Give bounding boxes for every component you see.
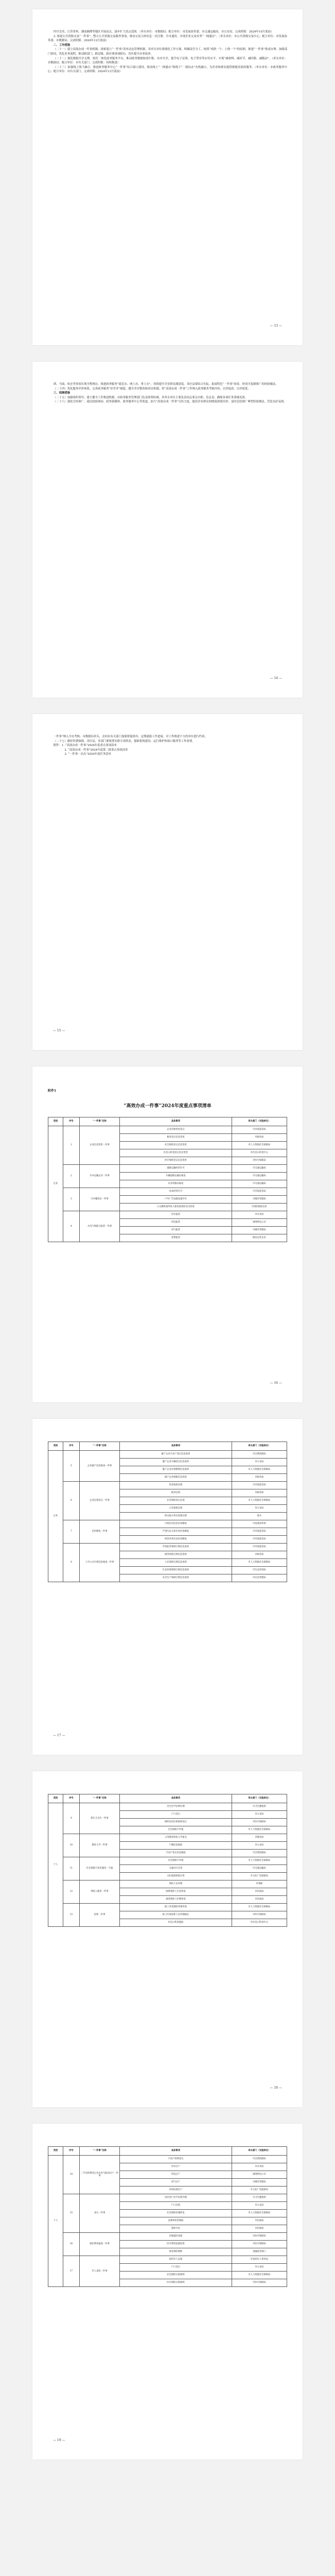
table-cell: 13 bbox=[63, 1904, 80, 1927]
table-cell: 10 bbox=[63, 1834, 80, 1857]
table-cell: 丧葬补助金领取 bbox=[120, 2217, 232, 2225]
table-cell: 市市场监管局 bbox=[232, 1188, 287, 1196]
table-cell: 市税务局 bbox=[232, 1134, 287, 1142]
table-cell: 社会保障卡居民服务一卡通 bbox=[79, 1857, 119, 1880]
table-row bbox=[48, 2156, 287, 2163]
table-cell: 退休一件事 bbox=[79, 1904, 119, 1927]
paragraph: 四川宜宾、江苏常州、湖南湘潭等地区开展试点，逐步扩大试点范围。（牵头单位：市数据局；配合单位：市发展改革委、市交通运输局、市公安局。完成时限：2024年10月底前） bbox=[53, 30, 274, 33]
table-cell: 企业 bbox=[48, 1126, 63, 1242]
table-cell: 不动产登记信息核验 bbox=[120, 1850, 232, 1857]
table-cell: 市文化广电旅游局 bbox=[232, 1873, 287, 1880]
table-row bbox=[48, 1126, 287, 1134]
table-cell: 市卫生健康委 bbox=[232, 2194, 287, 2202]
table-cell: 户籍信息核验 bbox=[120, 1842, 232, 1850]
table-cell: 用气报装 bbox=[120, 1227, 232, 1234]
table-cell: 职工医保退休人员待遇核定 bbox=[120, 1911, 232, 1919]
table-cell: 医疗保险关系接续 bbox=[120, 2279, 232, 2287]
table-cell: 市残联 bbox=[232, 1880, 287, 1888]
table-cell: 居民死亡医学证明办理 bbox=[120, 2194, 232, 2202]
section-heading: 三、保障措施 bbox=[53, 392, 70, 395]
table-cell: 交通出行应用 bbox=[120, 1865, 232, 1873]
table-cell: 市市场监管局 bbox=[232, 1536, 287, 1544]
table-cell: 市市场监管局 bbox=[232, 1126, 287, 1134]
column-header: 类别 bbox=[48, 1442, 63, 1451]
paragraph: （二十二）强化数据共享支撑。依托一体化政务服务平台，推动政务数据按需归集、有序共享，提升电子证照、电子签章等应用水平，实现“减材料、减环节、减时限、减跑动”。（牵头单位：市数据局；配合单位：市有关部门。完成时限：持续推进） bbox=[48, 57, 287, 65]
table-cell: 税务登记信息变更 bbox=[120, 1134, 232, 1142]
table-row bbox=[48, 1834, 287, 1842]
table-cell: 市人力资源社会保障局 bbox=[232, 1857, 287, 1865]
table-cell: 市水务局 bbox=[232, 2163, 287, 2171]
table-cell: 11 bbox=[63, 1857, 80, 1880]
table-cell: 市教育局 bbox=[232, 1834, 287, 1842]
table-cell: 用气过户 bbox=[120, 2179, 232, 2187]
page-number: — 14 — bbox=[270, 676, 282, 680]
table-cell: 市人力资源社会保障局 bbox=[232, 2272, 287, 2279]
paragraph: （二十一）建立高效办成一件事机制。探索建立“一件事”清单动态管理机制，各牵头单位要细化工作方案，明确责任分工，按照“成熟一个、上线一个”的原则，推进“一件事”集成办理。加强部门协同，优化业务流程，推动跨部门、跨层级、跨区域事项联办，切实提升办事效率。 bbox=[48, 48, 287, 56]
table-cell: 二手房转移登记及水电气联动过户一件事 bbox=[79, 2156, 119, 2194]
table-cell: 市公安局 bbox=[232, 1505, 287, 1513]
page-1-body bbox=[48, 30, 287, 74]
paragraph: （二十七）做好经费保障。各区县、各部门要统筹安排专项资金，保障系统建设、运行维护和窗口服务等工作需要。 bbox=[53, 739, 195, 743]
table-cell: 职工养老保险待遇申领 bbox=[120, 1904, 232, 1911]
items-table bbox=[48, 2146, 287, 2287]
table-cell: 市公安局 bbox=[232, 1842, 287, 1850]
table-cell: 户外广告设施设置许可 bbox=[120, 1196, 232, 1204]
table-cell: 市城市管理局 bbox=[232, 1227, 287, 1234]
table-cell: 市医疗保障局 bbox=[232, 2279, 287, 2287]
table-cell: 企业 bbox=[48, 1451, 63, 1582]
table-cell: 破产企业社保缴费信息查询 bbox=[120, 1466, 232, 1474]
table-cell: 市医疗保障局 bbox=[232, 1819, 287, 1826]
table-cell: 商业保险理赔 bbox=[120, 2248, 232, 2256]
table-cell: 17 bbox=[63, 2256, 80, 2287]
table-cell: 5 bbox=[63, 1451, 80, 1482]
table-cell: 海关 bbox=[232, 1513, 287, 1520]
table-cell: 开办运输企业一件事 bbox=[79, 1165, 119, 1188]
document-page-2 bbox=[32, 362, 303, 698]
table-cell: 企业破产信息核查一件事 bbox=[79, 1451, 119, 1482]
table-cell: 遗体火化 bbox=[120, 2225, 232, 2233]
column-header: 类别 bbox=[48, 1117, 63, 1126]
table-cell: 市住房公积金中心 bbox=[232, 1149, 287, 1157]
table-row bbox=[48, 1520, 287, 1528]
table-cell: 市民政局 bbox=[232, 2225, 287, 2233]
table-cell: 从业资格证核发 bbox=[120, 1180, 232, 1188]
table-cell: 上市公司合规信息核查一件事 bbox=[79, 1544, 119, 1582]
table-row bbox=[48, 1482, 287, 1489]
table-cell: 破产企业纳税信息查询 bbox=[120, 1474, 232, 1482]
table-cell: 15 bbox=[63, 2194, 80, 2233]
table-cell: 14 bbox=[63, 2156, 80, 2194]
table-cell: 市税务局 bbox=[232, 1474, 287, 1482]
table-cell: 市人力资源社会保障局 bbox=[232, 1142, 287, 1149]
table-cell: 户口登记 bbox=[120, 2264, 232, 2272]
table-cell: 金融监管部门 bbox=[232, 2248, 287, 2256]
table-row bbox=[48, 1165, 287, 1173]
table-cell: 住房公积金提取 bbox=[120, 1919, 232, 1927]
paragraph: 到、当面、转办等事项实现全程网办，推进政务服务“就近办、网上办、掌上办”，持续提升企业群众满意度。各区县要结合实际，拓展特色“一件事”场景，形成可复制推广的经验做法。 bbox=[53, 383, 278, 386]
table-cell: 严重失信主体名单信用修复 bbox=[120, 1528, 232, 1536]
table-header-row bbox=[48, 1794, 287, 1803]
table-cell: 社会保障卡申领 bbox=[120, 1826, 232, 1834]
table-cell: 重度残疾人护理补贴 bbox=[120, 1896, 232, 1904]
table-cell: 社会保险关系接续 bbox=[120, 2272, 232, 2279]
table-cell: 生态环境领域合规信息查询 bbox=[120, 1567, 232, 1574]
page-number: — 16 — bbox=[270, 1381, 282, 1385]
table-cell: 社会保险登记信息变更 bbox=[120, 1142, 232, 1149]
column-header: 具体事项 bbox=[120, 1794, 232, 1803]
table-cell: 8 bbox=[63, 1544, 80, 1582]
page-number: — 13 — bbox=[270, 324, 282, 328]
table-cell: 用电报装 bbox=[120, 1219, 232, 1227]
paragraph: （二十三）加强线上线下融合。推进政务服务中心“一件事”综合窗口建设，推动线上“一网通办”和线下“一窗综办”有机融合，为企业和群众提供便捷高效的服务。（牵头单位：市政务服务中心；配合单位：市有关部门。完成时限：2024年12月底前） bbox=[48, 65, 287, 74]
table-cell: 税务注销 bbox=[120, 1489, 232, 1497]
table-cell: 国网供电公司 bbox=[232, 2171, 287, 2179]
table-cell: 用水过户 bbox=[120, 2163, 232, 2171]
table-cell: 海关报关单位备案注销 bbox=[120, 1513, 232, 1520]
table-cell: 企业注销登记一件事 bbox=[79, 1482, 119, 1520]
column-header: 牵头部门（实施单位） bbox=[232, 1117, 287, 1126]
paragraph: 一件事”纳入全市考核。市数据局牵头，会同市有关部门加强督促指导，定期通报工作进展，对工作推进不力的单位进行约谈。 bbox=[53, 735, 208, 738]
attachment-list-item: 附件：1. “高效办成一件事”2024年度重点事项清单 bbox=[53, 744, 117, 748]
table-cell: 信用修复一件事 bbox=[79, 1520, 119, 1544]
page-number: — 17 — bbox=[53, 1734, 65, 1737]
table-cell: 市交通运输局 bbox=[232, 1865, 287, 1873]
table-cell: 残疾人服务一件事 bbox=[79, 1880, 119, 1904]
table-row bbox=[48, 1803, 287, 1811]
table-cell: 困难残疾人生活补贴 bbox=[120, 1888, 232, 1896]
table-cell: 户口登记 bbox=[120, 1811, 232, 1819]
table-cell: 1 bbox=[63, 1126, 80, 1165]
document-page-1 bbox=[32, 9, 303, 345]
table-row bbox=[48, 1880, 287, 1888]
table-cell: 6 bbox=[63, 1482, 80, 1520]
table-cell: 市税务局 bbox=[232, 1489, 287, 1497]
table-cell: 4 bbox=[63, 1211, 80, 1242]
table-cell: 义务教育阶段入学报名 bbox=[120, 1834, 232, 1842]
table-cell: 市自然资源局 bbox=[232, 2156, 287, 2163]
table-cell: 市交通运输局 bbox=[232, 1165, 287, 1173]
table-cell: 2 bbox=[63, 1165, 80, 1188]
table-cell: 社会保险待遇停发 bbox=[120, 2210, 232, 2217]
table-row bbox=[48, 2233, 287, 2241]
table-cell: 异地就医备案 bbox=[120, 2233, 232, 2241]
column-header: 类别 bbox=[48, 1794, 63, 1803]
table-cell: 市自然资源局 bbox=[232, 1850, 287, 1857]
paragraph: （二十五）加强组织领导。建立健全工作推进机制，市政务服务管理部门负责统筹协调，各牵头单位主要负责同志要亲自抓、负总责，确保各项任务落地见效。 bbox=[53, 396, 248, 399]
table-cell: 企业信息变更一件事 bbox=[79, 1126, 119, 1165]
table-row bbox=[48, 2256, 287, 2264]
column-header: 序号 bbox=[63, 1794, 80, 1803]
column-header: “一件事”名称 bbox=[79, 2147, 119, 2156]
document-page-3 bbox=[32, 714, 303, 1050]
column-header: 具体事项 bbox=[120, 1117, 232, 1126]
table-cell: 不动产转移登记 bbox=[120, 2156, 232, 2163]
items-table bbox=[48, 1794, 287, 1927]
column-header: 序号 bbox=[63, 2147, 80, 2156]
column-header: 牵头部门（实施单位） bbox=[232, 2147, 287, 2156]
table-row bbox=[48, 1451, 287, 1459]
page-number: — 15 — bbox=[53, 1029, 65, 1032]
table-cell: 破产企业不动产登记信息查询 bbox=[120, 1451, 232, 1459]
table-cell: 市住房公积金中心 bbox=[232, 1919, 287, 1927]
table-cell: 开办餐饮店一件事 bbox=[79, 1188, 119, 1211]
table-cell: 军人退役一件事 bbox=[79, 2256, 119, 2287]
table-cell: 市民政局 bbox=[232, 1896, 287, 1904]
table-cell: 医疗费用直接结算 bbox=[120, 2241, 232, 2248]
section-heading: 二、工作措施 bbox=[53, 43, 70, 47]
table-cell: 市公安局 bbox=[232, 1811, 287, 1819]
table-cell: 企业名称变更登记 bbox=[120, 1126, 232, 1134]
table-row bbox=[48, 1544, 287, 1551]
table-cell: 7 bbox=[63, 1520, 80, 1544]
table-cell: 市人力资源社会保障局 bbox=[232, 1904, 287, 1911]
table-cell: 市交通运输局 bbox=[232, 1173, 287, 1180]
table-cell: 经营异常名录信用修复 bbox=[120, 1536, 232, 1544]
table-cell: 文化旅游场馆应用 bbox=[120, 1873, 232, 1880]
table-cell: 16 bbox=[63, 2233, 80, 2256]
table-row bbox=[48, 1857, 287, 1865]
table-cell: 国网供电公司 bbox=[232, 1219, 287, 1227]
table-header-row bbox=[48, 2147, 287, 2156]
table-cell: 新生儿出生一件事 bbox=[79, 1803, 119, 1834]
table-row bbox=[48, 1211, 287, 1219]
column-header: 牵头部门（实施单位） bbox=[232, 1442, 287, 1451]
column-header: “一件事”名称 bbox=[79, 1117, 119, 1126]
table-cell: 宽带报装 bbox=[120, 1234, 232, 1242]
table-cell: 市人力资源社会保障局 bbox=[232, 1826, 287, 1834]
table-header-row bbox=[48, 1117, 287, 1126]
column-header: 牵头部门（实施单位） bbox=[232, 1794, 287, 1803]
paragraph: 3. 推进公共资源交易“一件事”。整合公共资源交易服务事项，推动交易主体信息一次注册、全市通用，实现企业交易业务“一网通办”。（牵头单位：市公共资源交易中心；配合单位：市发展改革委、市数据局。完成时限：2024年12月底前） bbox=[48, 35, 287, 43]
document-page-4 bbox=[32, 1066, 303, 1402]
column-header: 类别 bbox=[48, 2147, 63, 2156]
table-cell: 市人力资源社会保障局 bbox=[232, 1466, 287, 1474]
table-cell: 市公安局 bbox=[232, 1459, 287, 1466]
table-cell: 市场监管领域合规信息查询 bbox=[120, 1544, 232, 1551]
paragraph: （二十四）优化服务评价体系。完善政务服务“好差评”制度，健全差评整改和回访机制，将“高效办成一件事”工作纳入政务服务考核内容，以评促改、以评促优。 bbox=[53, 387, 251, 391]
table-cell: 用水报装 bbox=[120, 1211, 232, 1219]
paragraph: （二十六）强化宣传推广。通过政府网站、政务新媒体、政务服务中心等渠道，加大“高效办成一件事”宣传力度，提高企业群众知晓度和使用率。及时总结推广典型经验做法，营造良好氛围。 bbox=[53, 400, 287, 404]
attachment-title: “高效办成一件事”2024年度重点事项清单 bbox=[124, 1104, 211, 1109]
table-row bbox=[48, 2194, 287, 2202]
table-cell: 社会保险登记注销 bbox=[120, 1497, 232, 1505]
table-cell: 出生医学证明办理 bbox=[120, 1803, 232, 1811]
table-cell: 市发展改革委 bbox=[232, 1520, 287, 1528]
items-table bbox=[48, 1442, 287, 1582]
table-cell: 就医费用报销一件事 bbox=[79, 2233, 119, 2256]
table-header-row bbox=[48, 1442, 287, 1451]
page-3-body bbox=[48, 735, 287, 757]
table-cell: 市卫生健康委 bbox=[232, 1803, 287, 1811]
table-cell: 市市场监管局 bbox=[232, 1528, 287, 1536]
table-cell: 市自然资源局 bbox=[232, 1451, 287, 1459]
table-row bbox=[48, 1904, 287, 1911]
table-cell: 3 bbox=[63, 1188, 80, 1211]
table-cell: 社会保障卡申领 bbox=[120, 1857, 232, 1865]
table-cell: 市市场监管局 bbox=[232, 1544, 287, 1551]
table-cell: 城乡居民医保参保登记 bbox=[120, 1819, 232, 1826]
attachment-list-item: 2. “高效办成一件事”2024年度第二批重点事项清单 bbox=[64, 748, 128, 752]
table-cell: 市生态环境局 bbox=[232, 1567, 287, 1574]
table-cell: 市民政局 bbox=[232, 2217, 287, 2225]
table-cell: 人社领域合规信息查询 bbox=[120, 1559, 232, 1567]
table-cell: 营业执照注销 bbox=[120, 1482, 232, 1489]
items-table bbox=[48, 1117, 287, 1242]
page-2-body bbox=[48, 382, 287, 404]
table-cell: 市应急管理局 bbox=[232, 1574, 287, 1582]
table-cell: 市人力资源社会保障局 bbox=[232, 2210, 287, 2217]
table-cell: 市税务局 bbox=[232, 1551, 287, 1559]
table-cell: 市医疗保障局 bbox=[232, 1911, 287, 1919]
document-page-5 bbox=[32, 1419, 303, 1755]
table-cell: 道路运输经营许可 bbox=[120, 1165, 232, 1173]
attachment-label: 附件1 bbox=[48, 1089, 57, 1093]
table-cell: 市消防救援支队 bbox=[232, 1204, 287, 1211]
table-cell: 破产企业车辆登记信息查询 bbox=[120, 1459, 232, 1466]
table-cell: 安全生产领域合规信息查询 bbox=[120, 1574, 232, 1582]
column-header: 具体事项 bbox=[120, 2147, 232, 2156]
table-cell: 市城市管理局 bbox=[232, 1196, 287, 1204]
table-cell: 市人力资源社会保障局 bbox=[232, 1559, 287, 1567]
table-cell: 用电过户 bbox=[120, 2171, 232, 2179]
table-cell: 市文化广电旅游局 bbox=[232, 2187, 287, 2194]
table-cell: 退役军人安置 bbox=[120, 2256, 232, 2264]
table-cell: 住房公积金登记信息变更 bbox=[120, 1149, 232, 1157]
table-cell: 有线电视过户 bbox=[120, 2187, 232, 2194]
column-header: 序号 bbox=[63, 1442, 80, 1451]
table-cell: 个人 bbox=[48, 1803, 63, 1927]
table-cell: 市公安局 bbox=[232, 2264, 287, 2272]
table-cell: 户口注销 bbox=[120, 2202, 232, 2210]
table-cell: 市市场监管局 bbox=[232, 1482, 287, 1489]
table-cell: 个人 bbox=[48, 2156, 63, 2287]
document-page-6 bbox=[32, 1771, 303, 2107]
table-cell: 市城市管理局 bbox=[232, 2179, 287, 2187]
table-cell: 市交通运输局 bbox=[232, 1180, 287, 1188]
table-cell: 公众聚集场所投入使用前消防安全检查 bbox=[120, 1204, 232, 1211]
table-cell: 身后一件事 bbox=[79, 2194, 119, 2233]
table-cell: 市人力资源社会保障局 bbox=[232, 1497, 287, 1505]
page-number: — 18 — bbox=[270, 2086, 282, 2090]
table-cell: 公章备案注销 bbox=[120, 1505, 232, 1513]
table-cell: 市医疗保障局 bbox=[232, 2241, 287, 2248]
table-cell: 通信运营企业 bbox=[232, 1234, 287, 1242]
table-cell: 市退役军人事务局 bbox=[232, 2256, 287, 2264]
column-header: 序号 bbox=[63, 1117, 80, 1126]
table-cell: 税务领域合规信息查询 bbox=[120, 1551, 232, 1559]
table-cell: 教育入学一件事 bbox=[79, 1834, 119, 1857]
column-header: 具体事项 bbox=[120, 1442, 232, 1451]
table-cell: 残疾人证办理 bbox=[120, 1880, 232, 1888]
table-cell: 市医疗保障局 bbox=[232, 2233, 287, 2241]
table-cell: 医疗保险登记信息变更 bbox=[120, 1157, 232, 1165]
table-cell: 水电气网联合报装一件事 bbox=[79, 1211, 119, 1242]
table-cell: 市医疗保障局 bbox=[232, 1157, 287, 1165]
page-number: — 19 — bbox=[53, 2438, 65, 2442]
table-cell: 12 bbox=[63, 1880, 80, 1904]
attachment-list-item: 3. “一件事一次办”2024年度任务清单 bbox=[64, 753, 112, 756]
column-header: “一件事”名称 bbox=[79, 1794, 119, 1803]
document-page-7 bbox=[32, 2124, 303, 2460]
table-cell: 行政处罚信息信用修复 bbox=[120, 1520, 232, 1528]
table-cell: 市民政局 bbox=[232, 1888, 287, 1896]
column-header: “一件事”名称 bbox=[79, 1442, 119, 1451]
table-cell: 食品经营许可 bbox=[120, 1188, 232, 1196]
table-cell: 9 bbox=[63, 1803, 80, 1834]
table-cell: 市公安局 bbox=[232, 2202, 287, 2210]
table-cell: 车辆道路运输证核发 bbox=[120, 1173, 232, 1180]
table-row bbox=[48, 1188, 287, 1196]
table-cell: 市水务局 bbox=[232, 1211, 287, 1219]
